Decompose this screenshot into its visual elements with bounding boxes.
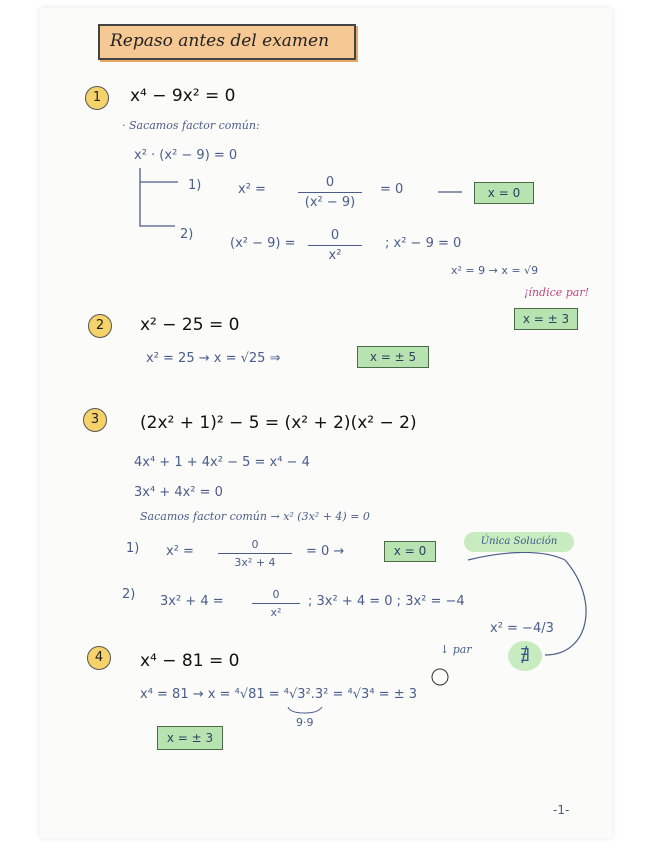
curve-arrow-top (468, 552, 565, 560)
problem-1-factored: x² · (x² − 9) = 0 (134, 148, 238, 163)
problem-3-note: Sacamos factor común → x² (3x² + 4) = 0 (140, 510, 370, 523)
problem-1-case1-label: 1) (188, 178, 202, 193)
fraction-denominator: x² (328, 248, 342, 263)
fraction-numerator: 0 (325, 175, 335, 190)
branch-bracket (140, 168, 175, 226)
problem-1-note: · Sacamos factor común: (122, 119, 260, 132)
problem-3-case1-lhs: x² = (166, 544, 194, 559)
problem-1-result-2: x = ± 3 (514, 308, 578, 330)
problem-3-badge: 3 (83, 408, 107, 432)
problem-1-case1-lhs: x² = (238, 182, 266, 197)
fraction-numerator: 0 (272, 588, 280, 601)
fraction-bar (308, 245, 362, 246)
problem-3-case1-label: 1) (126, 541, 140, 556)
problem-3-equation: (2x² + 1)² − 5 = (x² + 2)(x² − 2) (140, 413, 417, 433)
problem-2-badge: 2 (88, 314, 112, 338)
problem-1-equation: x⁴ − 9x² = 0 (130, 86, 236, 106)
problem-2-line1: x² = 25 → x = √25 ⇒ (146, 351, 281, 366)
underbrace (288, 707, 322, 713)
problem-3-case1-rest: = 0 → (306, 544, 345, 559)
problem-4-equation: x⁴ − 81 = 0 (140, 651, 240, 671)
problem-3-case2-label: 2) (122, 587, 136, 602)
problem-1-case2-line2: x² = 9 → x = √9 (451, 264, 539, 277)
problem-3-line1: 4x⁴ + 1 + 4x² − 5 = x⁴ − 4 (134, 455, 310, 470)
fraction-numerator: 0 (251, 538, 259, 551)
problem-1-case1-rest: = 0 (380, 182, 404, 197)
problem-3-case2-rest: ; 3x² + 4 = 0 ; 3x² = −4 (308, 594, 465, 609)
curve-arrow (545, 560, 586, 655)
problem-3-case2-lhs: 3x² + 4 = (160, 594, 224, 609)
problem-3-result: x = 0 (384, 541, 436, 562)
problem-1-case2-label: 2) (180, 227, 194, 242)
problem-3-case2-line2: x² = −4/3 (490, 621, 554, 636)
no-solution-mark: ∄ (508, 641, 542, 671)
problem-3-line2: 3x⁴ + 4x² = 0 (134, 485, 223, 500)
problem-1-case2-lhs: (x² − 9) = (230, 236, 296, 251)
problem-2-equation: x² − 25 = 0 (140, 315, 240, 335)
fraction-numerator: 0 (330, 228, 340, 243)
index-circle (432, 669, 448, 685)
problem-1-badge: 1 (85, 86, 109, 110)
problem-1-case2-rest: ; x² − 9 = 0 (385, 236, 462, 251)
problem-4-result: x = ± 3 (157, 726, 223, 750)
even-note: ↓ par (440, 643, 472, 656)
problem-3-case2-fraction (252, 588, 300, 619)
page-title: Repaso antes del examen (110, 31, 330, 51)
problem-2-result: x = ± 5 (357, 346, 429, 368)
fraction-bar (218, 553, 292, 554)
fraction-bar (298, 192, 362, 193)
page-number: -1- (553, 803, 570, 817)
problem-1-case1-fraction (298, 175, 362, 210)
fraction-bar (252, 603, 300, 604)
problem-3-case1-fraction (218, 538, 292, 569)
problem-4-line1: x⁴ = 81 → x = ⁴√81 = ⁴√3².3² = ⁴√3⁴ = ± 3 (140, 687, 417, 702)
problem-4-badge: 4 (87, 646, 111, 670)
unique-solution-note: Única Solución (464, 532, 574, 552)
fraction-denominator: x² (270, 606, 282, 619)
problem-1-case2-fraction (308, 228, 362, 263)
fraction-denominator: (x² − 9) (304, 195, 356, 210)
fraction-denominator: 3x² + 4 (234, 556, 276, 569)
even-index-note: ¡índice par! (524, 286, 590, 299)
problem-4-under: 9·9 (296, 716, 314, 729)
problem-1-result-1: x = 0 (474, 182, 534, 204)
